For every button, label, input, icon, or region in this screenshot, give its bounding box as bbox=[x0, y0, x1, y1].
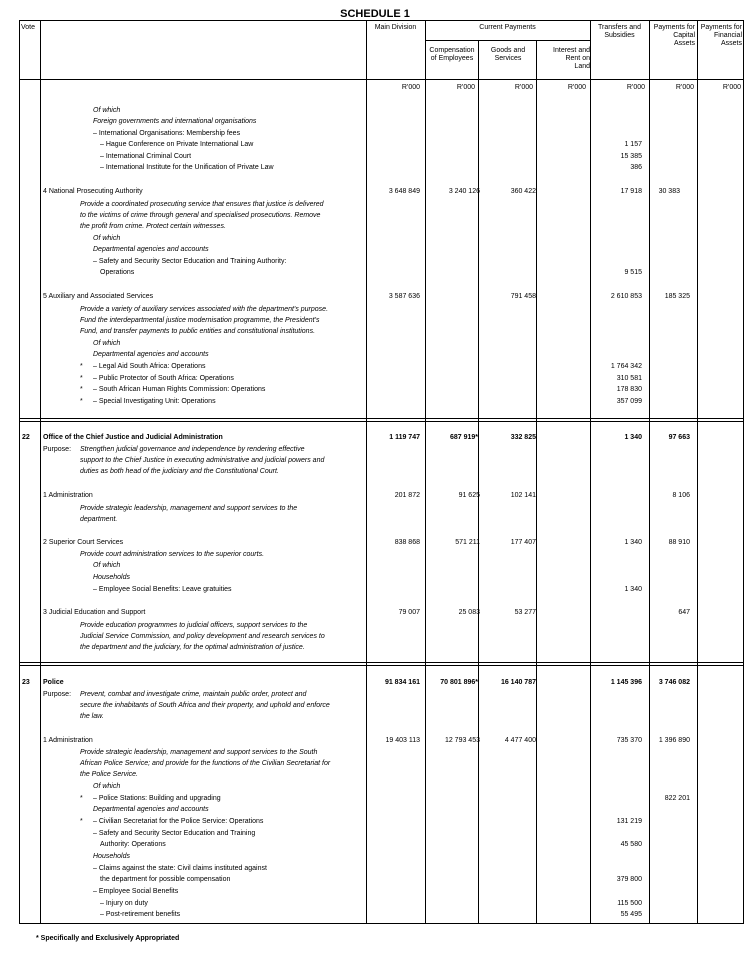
unit-label: R'000 bbox=[456, 84, 475, 91]
transfers-value: 310 581 bbox=[616, 375, 642, 382]
goods-value: 16 140 787 bbox=[500, 679, 536, 686]
main-division-value: 3 648 849 bbox=[388, 188, 420, 195]
of-which-label: Of which bbox=[93, 235, 121, 242]
transfers-value: 15 385 bbox=[620, 153, 642, 160]
unit-label: R'000 bbox=[675, 84, 694, 91]
compensation-value: 687 919* bbox=[449, 434, 478, 441]
appropriated-asterisk: * bbox=[80, 795, 83, 802]
line-item: – International Criminal Court bbox=[100, 153, 192, 160]
compensation-value: 70 801 896* bbox=[440, 679, 478, 686]
line-item: Authority: Operations bbox=[100, 841, 166, 848]
transfers-value: 9 515 bbox=[624, 269, 642, 276]
programme-purpose: the profit from crime. Protect certain witnesses. bbox=[80, 223, 226, 230]
category-heading: Departmental agencies and accounts bbox=[93, 246, 209, 253]
line-item: – International Institute for the Unification of Private Law bbox=[100, 164, 274, 171]
header-main-division: Main Division bbox=[374, 24, 417, 31]
line-item: – Special Investigating Unit: Operations bbox=[93, 398, 216, 405]
vote-number: 22 bbox=[22, 434, 30, 441]
category-heading: Households bbox=[93, 853, 130, 860]
purpose-label: Purpose: bbox=[43, 691, 72, 698]
programme-purpose: Fund, and transfer payments to public entities and constitutional institutions. bbox=[80, 328, 316, 335]
main-division-value: 201 872 bbox=[394, 492, 420, 499]
programme-purpose: Provide a variety of auxiliary services associated with the department's purpose. bbox=[80, 306, 329, 313]
col-divider bbox=[697, 20, 698, 924]
transfers-value: 2 610 853 bbox=[610, 293, 642, 300]
line-item: – Legal Aid South Africa: Operations bbox=[93, 363, 206, 370]
main-division-value: 79 007 bbox=[398, 609, 420, 616]
header-capital: Payments for Capital Assets bbox=[653, 24, 695, 47]
transfers-value: 379 800 bbox=[616, 876, 642, 883]
vote-separator bbox=[19, 665, 744, 666]
vote-purpose: secure the inhabitants of South Africa and their property, and uphold and enforce bbox=[80, 702, 330, 709]
programme-purpose: the department and the judiciary, for the optimal administration of justice. bbox=[80, 644, 305, 651]
line-item: – Injury on duty bbox=[100, 900, 148, 907]
vote-separator bbox=[19, 421, 744, 422]
of-which-label: Of which bbox=[93, 340, 121, 347]
transfers-value: 45 580 bbox=[620, 841, 642, 848]
goods-value: 332 825 bbox=[510, 434, 536, 441]
of-which-label: Of which bbox=[93, 107, 121, 114]
compensation-value: 91 625 bbox=[458, 492, 480, 499]
header-transfers: Transfers and Subsidies bbox=[598, 24, 641, 39]
unit-label: R'000 bbox=[626, 84, 645, 91]
header-goods: Goods and Services bbox=[490, 47, 526, 62]
header-vote: Vote bbox=[21, 24, 36, 31]
transfers-value: 17 918 bbox=[620, 188, 642, 195]
vote-purpose: duties as both head of the judiciary and the Constitutional Court. bbox=[80, 468, 279, 475]
transfers-value: 131 219 bbox=[616, 818, 642, 825]
category-heading: Departmental agencies and accounts bbox=[93, 351, 209, 358]
programme-purpose: African Police Service; and provide for the functions of the Civilian Secretariat for bbox=[80, 760, 331, 767]
line-item: – Safety and Security Sector Education and Training bbox=[93, 830, 256, 837]
appropriated-asterisk: * bbox=[80, 375, 83, 382]
vote-number: 23 bbox=[22, 679, 30, 686]
unit-label: R'000 bbox=[722, 84, 741, 91]
transfers-value: 1 340 bbox=[624, 434, 642, 441]
col-divider bbox=[649, 20, 650, 924]
programme-purpose: Fund the interdepartmental justice modernisation programme, the President's bbox=[80, 317, 320, 324]
capital-value: 8 106 bbox=[672, 492, 690, 499]
line-item: the department for possible compensation bbox=[100, 876, 231, 883]
header-interest: Interest and Rent on Land bbox=[553, 47, 590, 70]
programme-purpose: Provide strategic leadership, management and support services to the bbox=[80, 505, 298, 512]
line-item: – South African Human Rights Commission: Operations bbox=[93, 386, 266, 393]
transfers-value: 1 340 bbox=[624, 586, 642, 593]
line-item: – International Organisations: Membership fees bbox=[93, 130, 241, 137]
header-compensation: Compensation of Employees bbox=[429, 47, 475, 62]
programme-purpose: Provide a coordinated prosecuting service that ensures that justice is delivered bbox=[80, 201, 324, 208]
main-division-value: 838 868 bbox=[394, 539, 420, 546]
capital-value: 822 201 bbox=[664, 795, 690, 802]
compensation-value: 12 793 453 bbox=[444, 737, 480, 744]
line-item: – Civilian Secretariat for the Police Service: Operations bbox=[93, 818, 264, 825]
header-rule bbox=[19, 79, 744, 80]
capital-value: 88 910 bbox=[668, 539, 690, 546]
vote-title: Office of the Chief Justice and Judicial Administration bbox=[43, 434, 223, 441]
transfers-value: 1 340 bbox=[624, 539, 642, 546]
unit-label: R'000 bbox=[567, 84, 586, 91]
compensation-value: 571 211 bbox=[455, 539, 480, 546]
goods-value: 53 277 bbox=[514, 609, 536, 616]
capital-value: 3 746 082 bbox=[658, 679, 690, 686]
main-division-value: 1 119 747 bbox=[389, 434, 420, 441]
col-divider bbox=[536, 40, 537, 924]
unit-label: R'000 bbox=[401, 84, 420, 91]
transfers-value: 735 370 bbox=[616, 737, 642, 744]
vote-separator bbox=[19, 662, 744, 663]
appropriated-asterisk: * bbox=[80, 398, 83, 405]
vote-purpose: Prevent, combat and investigate crime, maintain public order, protect and bbox=[80, 691, 307, 698]
main-division-value: 19 403 113 bbox=[385, 737, 420, 744]
transfers-value: 1 145 396 bbox=[610, 679, 642, 686]
programme-title: 5 Auxiliary and Associated Services bbox=[43, 293, 154, 300]
programme-purpose: the Police Service. bbox=[80, 771, 138, 778]
goods-value: 102 141 bbox=[510, 492, 536, 499]
programme-title: 4 National Prosecuting Authority bbox=[43, 188, 143, 195]
programme-title: 1 Administration bbox=[43, 737, 93, 744]
transfers-value: 115 500 bbox=[617, 900, 642, 907]
appropriated-asterisk: * bbox=[80, 363, 83, 370]
programme-title: 1 Administration bbox=[43, 492, 93, 499]
transfers-value: 1 157 bbox=[624, 141, 642, 148]
purpose-label: Purpose: bbox=[43, 446, 72, 453]
vote-purpose: Strengthen judicial governance and independence by rendering effective bbox=[80, 446, 305, 453]
capital-value: 97 663 bbox=[668, 434, 690, 441]
vote-purpose: the law. bbox=[80, 713, 104, 720]
category-heading: Departmental agencies and accounts bbox=[93, 806, 209, 813]
appropriated-asterisk: * bbox=[80, 386, 83, 393]
vote-separator bbox=[19, 418, 744, 419]
capital-value: 1 396 890 bbox=[658, 737, 690, 744]
line-item: Operations bbox=[100, 269, 135, 276]
unit-label: R'000 bbox=[514, 84, 533, 91]
compensation-value: 25 083 bbox=[458, 609, 480, 616]
transfers-value: 386 bbox=[630, 164, 642, 171]
line-item: – Post-retirement benefits bbox=[100, 911, 181, 918]
programme-purpose: Provide strategic leadership, management and support services to the South bbox=[80, 749, 318, 756]
programme-title: 2 Superior Court Services bbox=[43, 539, 124, 546]
programme-purpose: Provide education programmes to judicial officers, support services to the bbox=[80, 622, 308, 629]
header-financial: Payments for Financial Assets bbox=[700, 24, 742, 47]
capital-value: 647 bbox=[678, 609, 690, 616]
of-which-label: Of which bbox=[93, 783, 121, 790]
transfers-value: 55 495 bbox=[620, 911, 642, 918]
compensation-value: 3 240 126 bbox=[448, 188, 480, 195]
goods-value: 360 422 bbox=[510, 188, 536, 195]
programme-purpose: department. bbox=[80, 516, 118, 523]
of-which-label: Of which bbox=[93, 562, 121, 569]
capital-value: 30 383 bbox=[658, 188, 680, 195]
main-division-value: 3 587 636 bbox=[388, 293, 420, 300]
programme-purpose: Judicial Service Commission, and policy development and research services to bbox=[80, 633, 325, 640]
transfers-value: 1 764 342 bbox=[610, 363, 642, 370]
col-divider bbox=[366, 20, 367, 924]
vote-title: Police bbox=[43, 679, 64, 686]
line-item: – Police Stations: Building and upgrading bbox=[93, 795, 221, 802]
col-divider bbox=[425, 20, 426, 924]
line-item: – Safety and Security Sector Education and Training Authority: bbox=[93, 258, 287, 265]
goods-value: 791 458 bbox=[510, 293, 536, 300]
programme-purpose: to the victims of crime through general and specialised prosecutions. Remove bbox=[80, 212, 321, 219]
footnote: * Specifically and Exclusively Appropriated bbox=[36, 935, 180, 942]
current-payments-rule bbox=[425, 40, 590, 41]
line-item: – Hague Conference on Private International Law bbox=[100, 141, 254, 148]
goods-value: 177 407 bbox=[510, 539, 536, 546]
transfers-value: 178 830 bbox=[616, 386, 642, 393]
col-divider bbox=[40, 20, 41, 924]
col-divider bbox=[478, 40, 479, 924]
appropriated-asterisk: * bbox=[80, 818, 83, 825]
programme-title: 3 Judicial Education and Support bbox=[43, 609, 146, 616]
vote-purpose: support to the Chief Justice in executing administrative and judicial powers and bbox=[80, 457, 325, 464]
transfers-value: 357 099 bbox=[616, 398, 642, 405]
category-heading: Foreign governments and international organisations bbox=[93, 118, 257, 125]
category-heading: Households bbox=[93, 574, 130, 581]
header-current-payments: Current Payments bbox=[479, 24, 536, 31]
schedule-title: SCHEDULE 1 bbox=[340, 8, 410, 20]
line-item: – Employee Social Benefits bbox=[93, 888, 179, 895]
line-item: – Employee Social Benefits: Leave gratuities bbox=[93, 586, 232, 593]
main-division-value: 91 834 161 bbox=[384, 679, 420, 686]
capital-value: 185 325 bbox=[664, 293, 690, 300]
programme-purpose: Provide court administration services to the superior courts. bbox=[80, 551, 265, 558]
line-item: – Claims against the state: Civil claims instituted against bbox=[93, 865, 267, 872]
goods-value: 4 477 400 bbox=[504, 737, 536, 744]
line-item: – Public Protector of South Africa: Operations bbox=[93, 375, 234, 382]
